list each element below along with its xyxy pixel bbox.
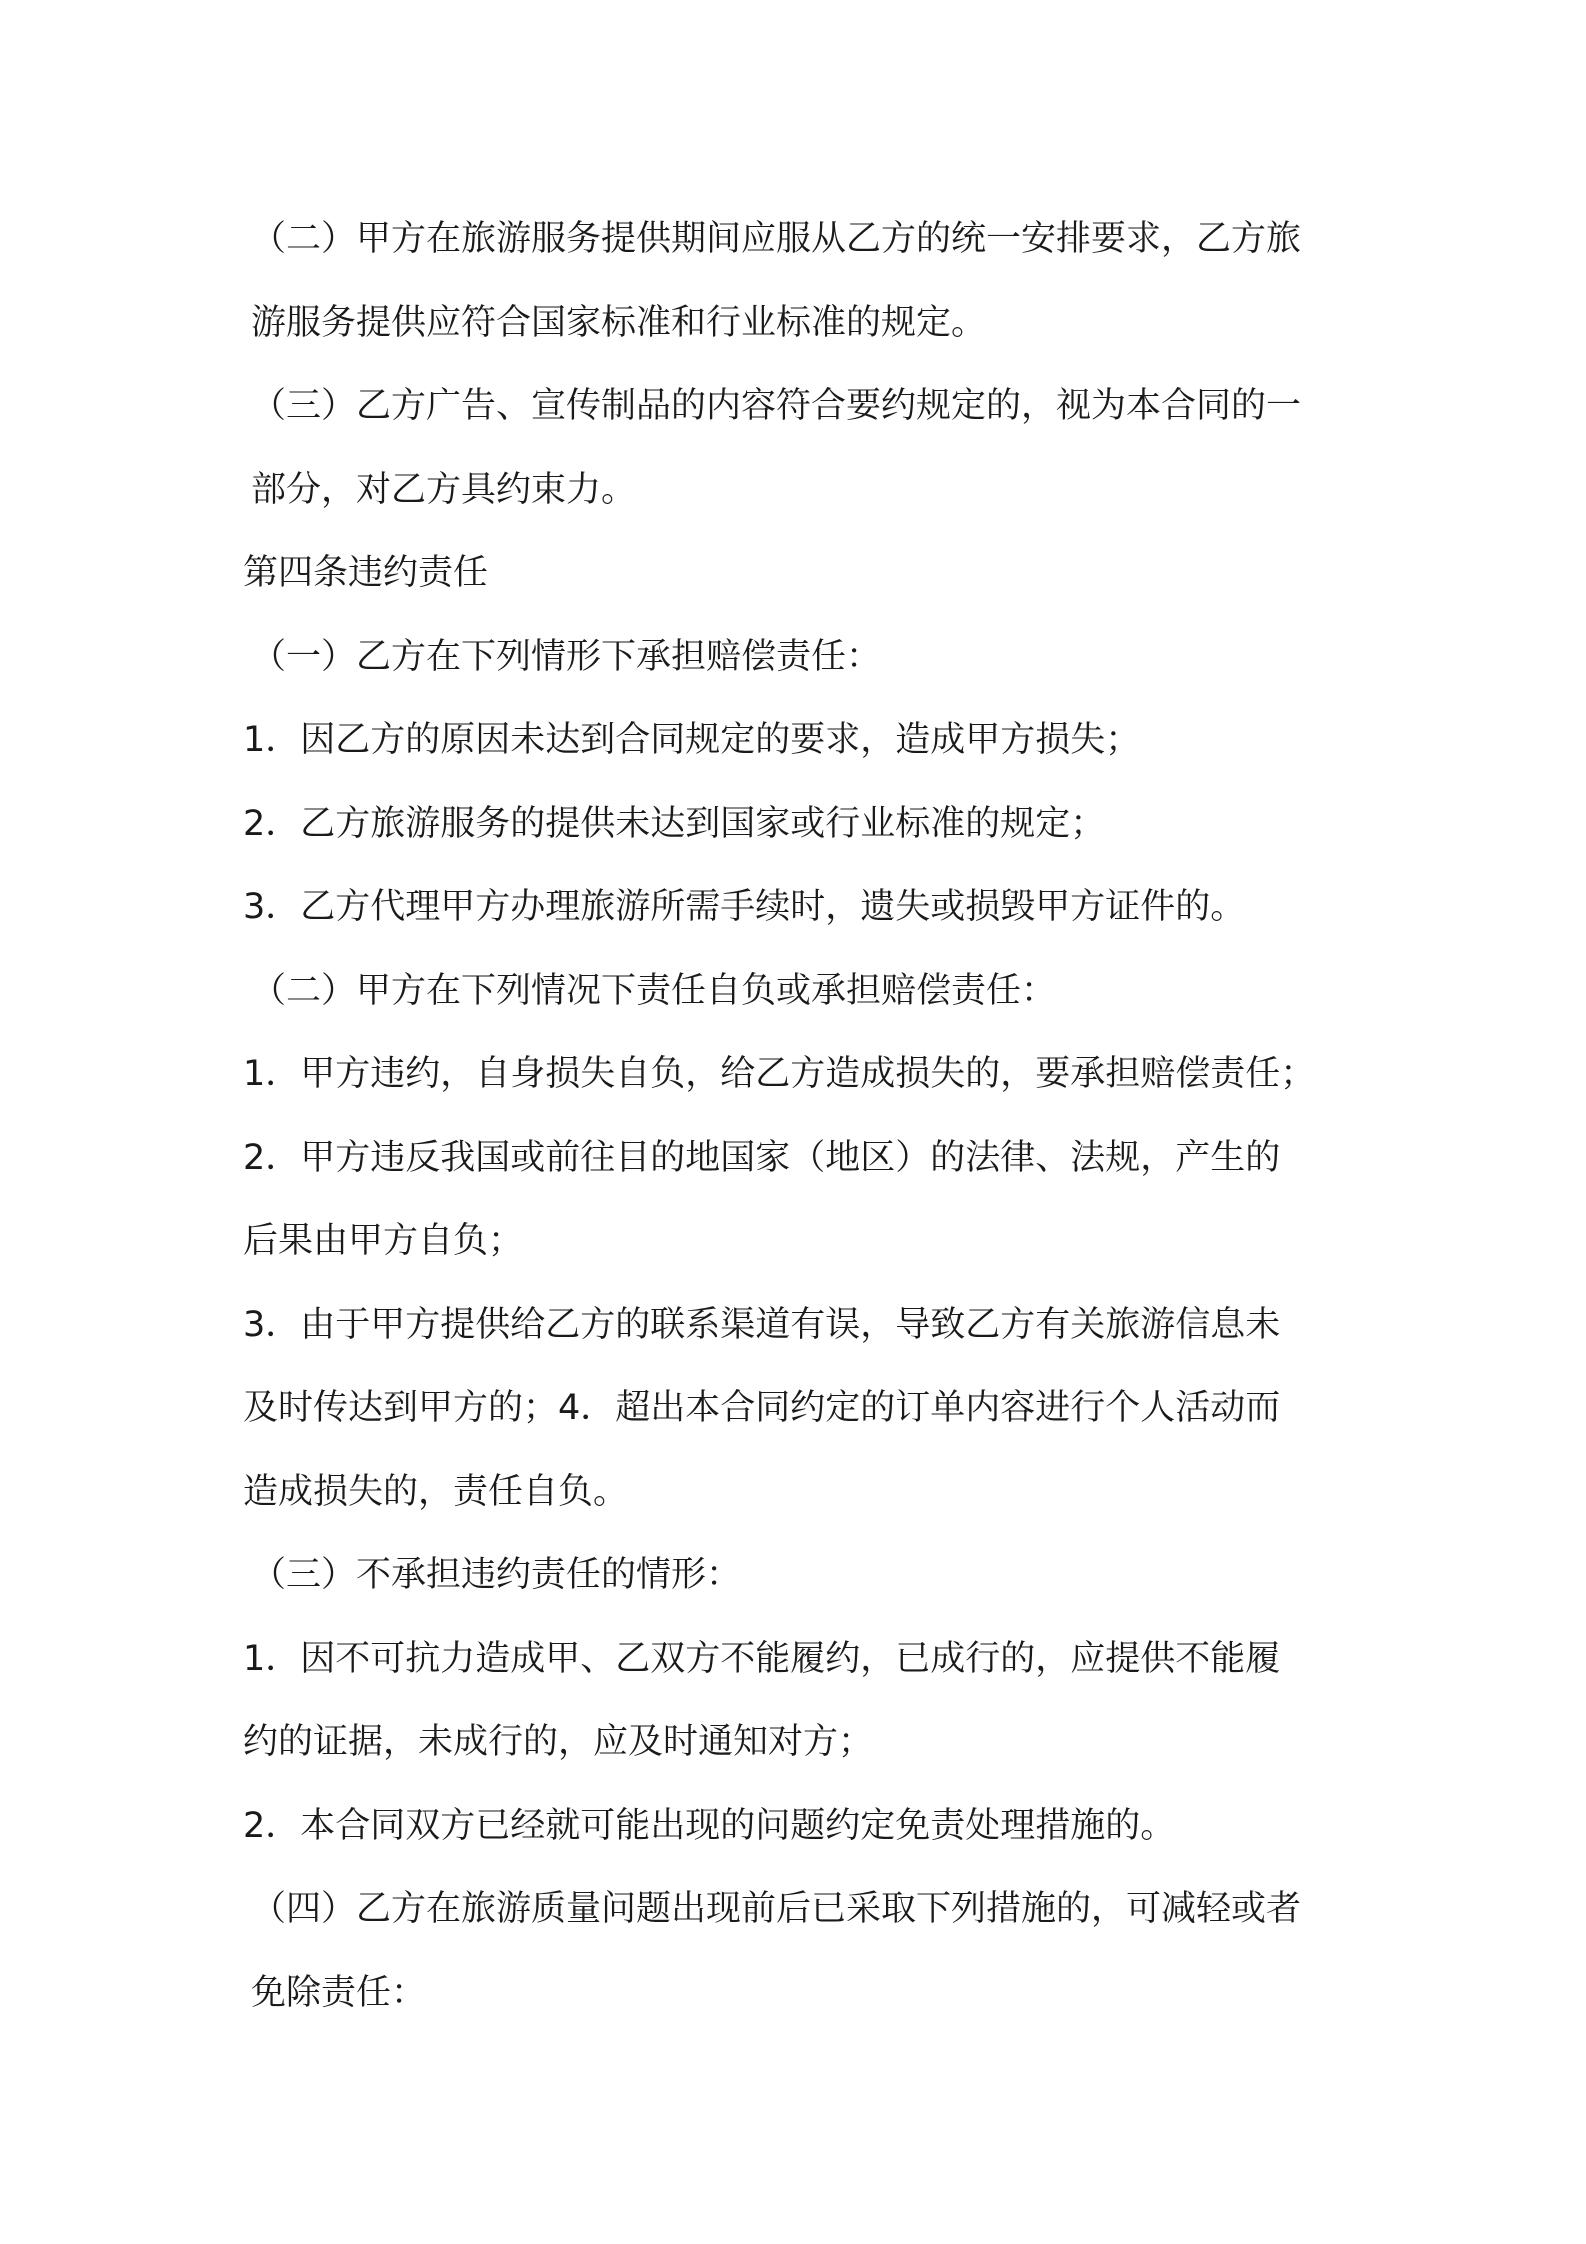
section-heading (243, 532, 1383, 616)
paragraph (243, 783, 1383, 867)
text-line: （三）乙方广告、宣传制品的内容符合要约规定的，视为本合同的一 (251, 386, 1302, 426)
paragraph (243, 1534, 1383, 1618)
paragraph (243, 365, 1383, 532)
paragraph (243, 1785, 1383, 1869)
text-line: 2．甲方违反我国或前往目的地国家（地区）的法律、法规，产生的 (243, 1137, 1281, 1178)
text-line: 1．因乙方的原因未达到合同规定的要求，造成甲方损失； (243, 720, 1141, 760)
text-line: 2．本合同双方已经就可能出现的问题约定免责处理措施的。 (243, 1805, 1176, 1846)
text-line: （二）甲方在旅游服务提供期间应服从乙方的统一安排要求，乙方旅 (251, 219, 1302, 259)
text-line: 部分，对乙方具约束力。 (251, 469, 637, 510)
paragraph (243, 1284, 1383, 1535)
text-line: 约的证据，未成行的，应及时通知对方； (243, 1722, 874, 1762)
text-line: 造成损失的，责任自负。 (243, 1471, 629, 1512)
text-line: 游服务提供应符合国家标准和行业标准的规定。 (251, 302, 987, 343)
text-line: （一）乙方在下列情形下承担赔偿责任： (251, 636, 882, 677)
text-line: 后果由甲方自负； (243, 1221, 524, 1261)
paragraph (243, 950, 1383, 1034)
paragraph (243, 1868, 1383, 2035)
paragraph (243, 1033, 1383, 1117)
paragraph (243, 866, 1383, 950)
text-line: 第四条违约责任 (243, 553, 489, 593)
text-line: （三）不承担违约责任的情形： (251, 1555, 742, 1595)
text-line: 3．乙方代理甲方办理旅游所需手续时，遗失或损毁甲方证件的。 (243, 887, 1246, 927)
text-line: 免除责任： (251, 1972, 427, 2013)
text-line: 1．甲方违约，自身损失自负，给乙方造成损失的，要承担赔偿责任； (243, 1054, 1316, 1094)
document-body (243, 198, 1383, 2035)
text-line: 1．因不可抗力造成甲、乙双方不能履约，已成行的，应提供不能履 (243, 1638, 1281, 1679)
paragraph (243, 616, 1383, 700)
paragraph (243, 198, 1383, 365)
text-line: （四）乙方在旅游质量问题出现前后已采取下列措施的，可减轻或者 (251, 1889, 1302, 1929)
text-line: 2．乙方旅游服务的提供未达到国家或行业标准的规定； (243, 803, 1106, 844)
text-line: 3．由于甲方提供给乙方的联系渠道有误，导致乙方有关旅游信息未 (243, 1304, 1281, 1345)
text-line: （二）甲方在下列情况下责任自负或承担赔偿责任： (251, 970, 1057, 1011)
paragraph (243, 1117, 1383, 1284)
paragraph (243, 699, 1383, 783)
text-line: 及时传达到甲方的；4．超出本合同约定的订单内容进行个人活动而 (243, 1388, 1281, 1428)
paragraph (243, 1618, 1383, 1785)
